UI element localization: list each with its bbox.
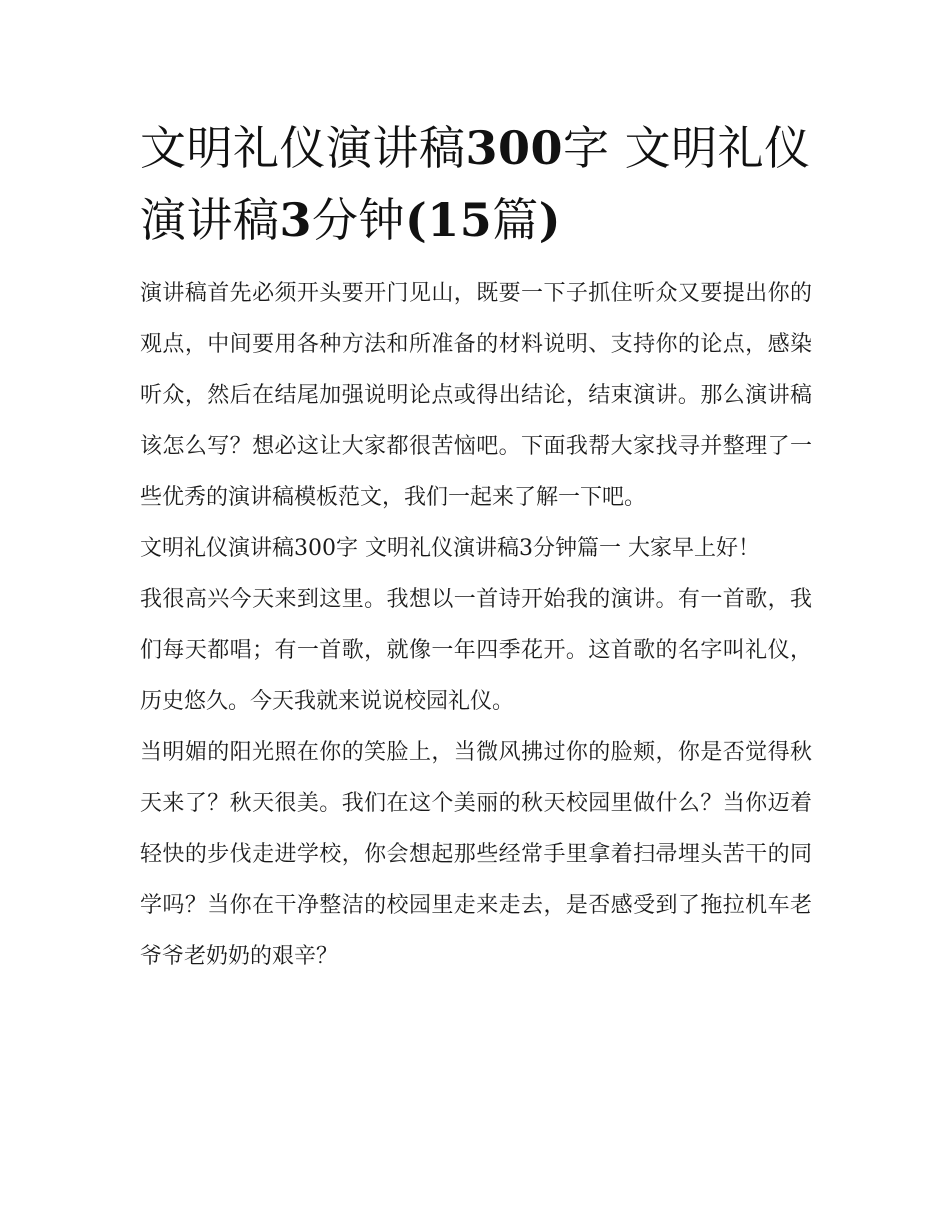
document-title: 文明礼仪演讲稿300字 文明礼仪演讲稿3分钟(15篇) [140,121,811,247]
intro-paragraph: 演讲稿首先必须开头要开门见山，既要一下子抓住听众又要提出你的观点，中间要用各种方法和所准备的材料说明、支持你的论点，感染听众，然后在结尾加强说明论点或得出结论，结束演讲。那么演讲稿该怎么写？想必这让大家都很苦恼吧。下面我帮大家找寻并整理了一些优秀的演讲稿模板范文，我们一起来了解一下吧。 [140,281,812,510]
document-body [140,112,812,982]
section-heading-paragraph: 文明礼仪演讲稿300字 文明礼仪演讲稿3分钟篇一 大家早上好！ [140,536,760,561]
body-paragraph: 当明媚的阳光照在你的笑脸上，当微风拂过你的脸颊，你是否觉得秋天来了？秋天很美。我们在这个美丽的秋天校园里做什么？当你迈着轻快的步伐走进学校，你会想起那些经常手里拿着扫帚埋头苦干的同学吗？当你在干净整洁的校园里走来走去，是否感受到了拖拉机车老爷爷老奶奶的艰辛？ [140,740,812,969]
body-paragraph: 我很高兴今天来到这里。我想以一首诗开始我的演讲。有一首歌，我们每天都唱；有一首歌，就像一年四季花开。这首歌的名字叫礼仪，历史悠久。今天我就来说说校园礼仪。 [140,587,812,714]
